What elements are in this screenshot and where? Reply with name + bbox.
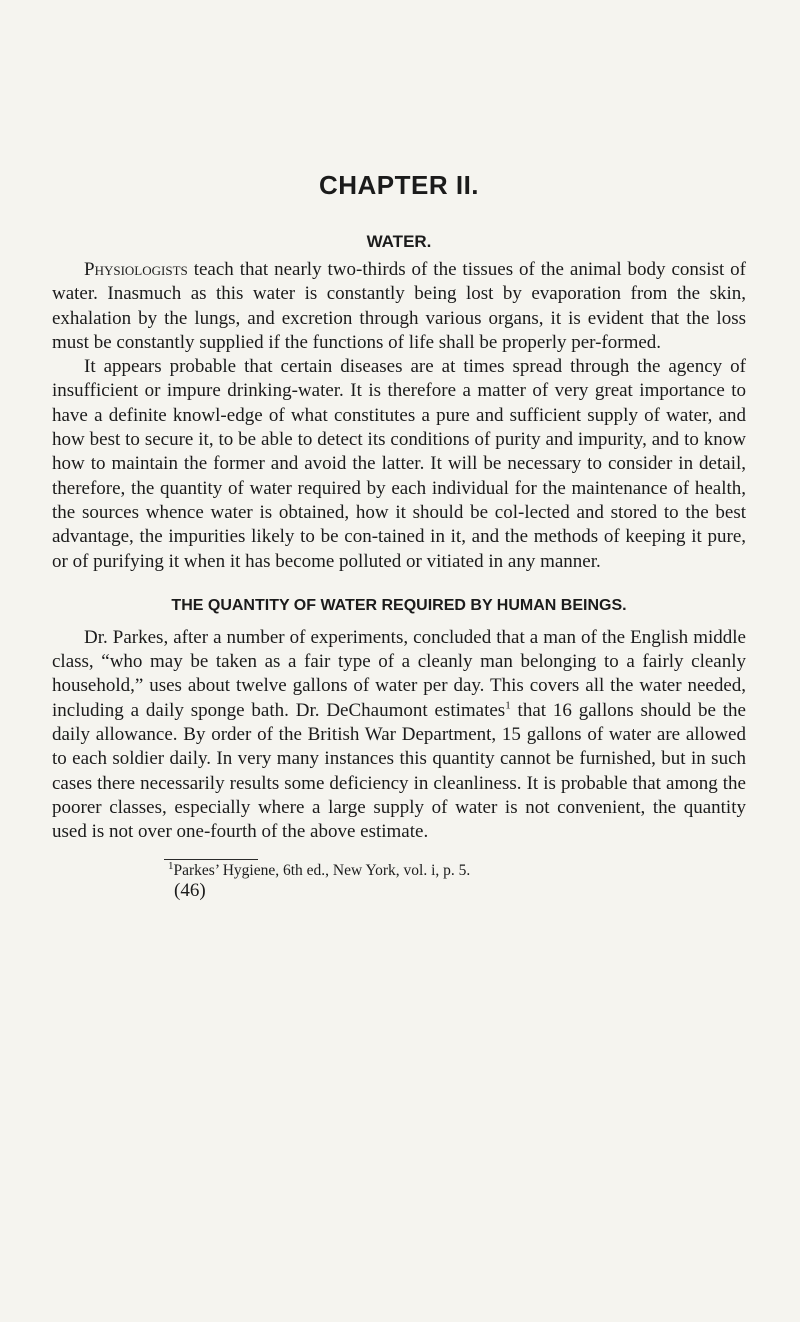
paragraph-1-text: teach that nearly two-thirds of the tissues of the animal body consist of water. Inasmuch as this water is constantly being lost by evaporation from the skin, exhalation by the lungs, and excretion through various organs, it is evident that the loss must be constantly supplied if the functions of life shall be properly per-formed.	[52, 259, 746, 353]
paragraph-lead-word: Physiologists	[84, 259, 188, 280]
paragraph-3	[52, 626, 746, 845]
chapter-title: CHAPTER II.	[318, 170, 480, 200]
footnote	[168, 859, 746, 880]
footnote-reference: 1	[505, 699, 511, 712]
chapter-subject: WATER.	[366, 232, 432, 251]
paragraph-2: It appears probable that certain diseases are at times spread through the agency of insufficient or impure drinking-water. It is therefore a matter of very great importance to have a definite knowl-edge of what constitutes a pure and sufficient supply of water, and how best to secure it, to be able to detect its conditions of purity and impurity, and to know how to maintain the former and avoid the latter. It will be necessary to consider in detail, therefore, the quantity of water required by each individual for the maintenance of health, the sources whence water is obtained, how it should be col-lected and stored to the best advantage, the impurities likely to be con-tained in it, and the methods of keeping it pure, or of purifying it when it has become polluted or vitiated in any manner.	[52, 356, 746, 572]
paragraph-3-text-start: Dr. Parkes, after a number of experiments, concluded that a man of the English middle class, “who may be taken as a fair type of a cleanly man belonging to a fairly cleanly household,” uses about twelve gallons of water per day. This covers all the water needed, including a daily sponge bath. Dr. DeChaumont estimates	[52, 626, 746, 721]
page-content	[52, 170, 746, 902]
paragraph-1	[52, 258, 746, 355]
paragraph-3-text-end: that 16 gallons should be the daily allowance. By order of the British War Department, 15 gallons of water are allowed to each soldier daily. In very many instances this quantity cannot be furnished, but in such cases there necessarily results some deficiency in cleanliness. It is probable that among the poorer classes, especially where a large supply of water is not convenient, the quantity used is not over one-fourth of the above estimate.	[52, 699, 746, 843]
footnote-divider	[164, 859, 258, 860]
section-heading: THE QUANTITY OF WATER REQUIRED BY HUMAN BEINGS.	[171, 596, 627, 614]
footnote-marker: 1	[168, 859, 174, 872]
page-number: (46)	[174, 879, 206, 901]
footnote-text: Parkes’ Hygiene, 6th ed., New York, vol. i, p. 5.	[173, 861, 471, 879]
